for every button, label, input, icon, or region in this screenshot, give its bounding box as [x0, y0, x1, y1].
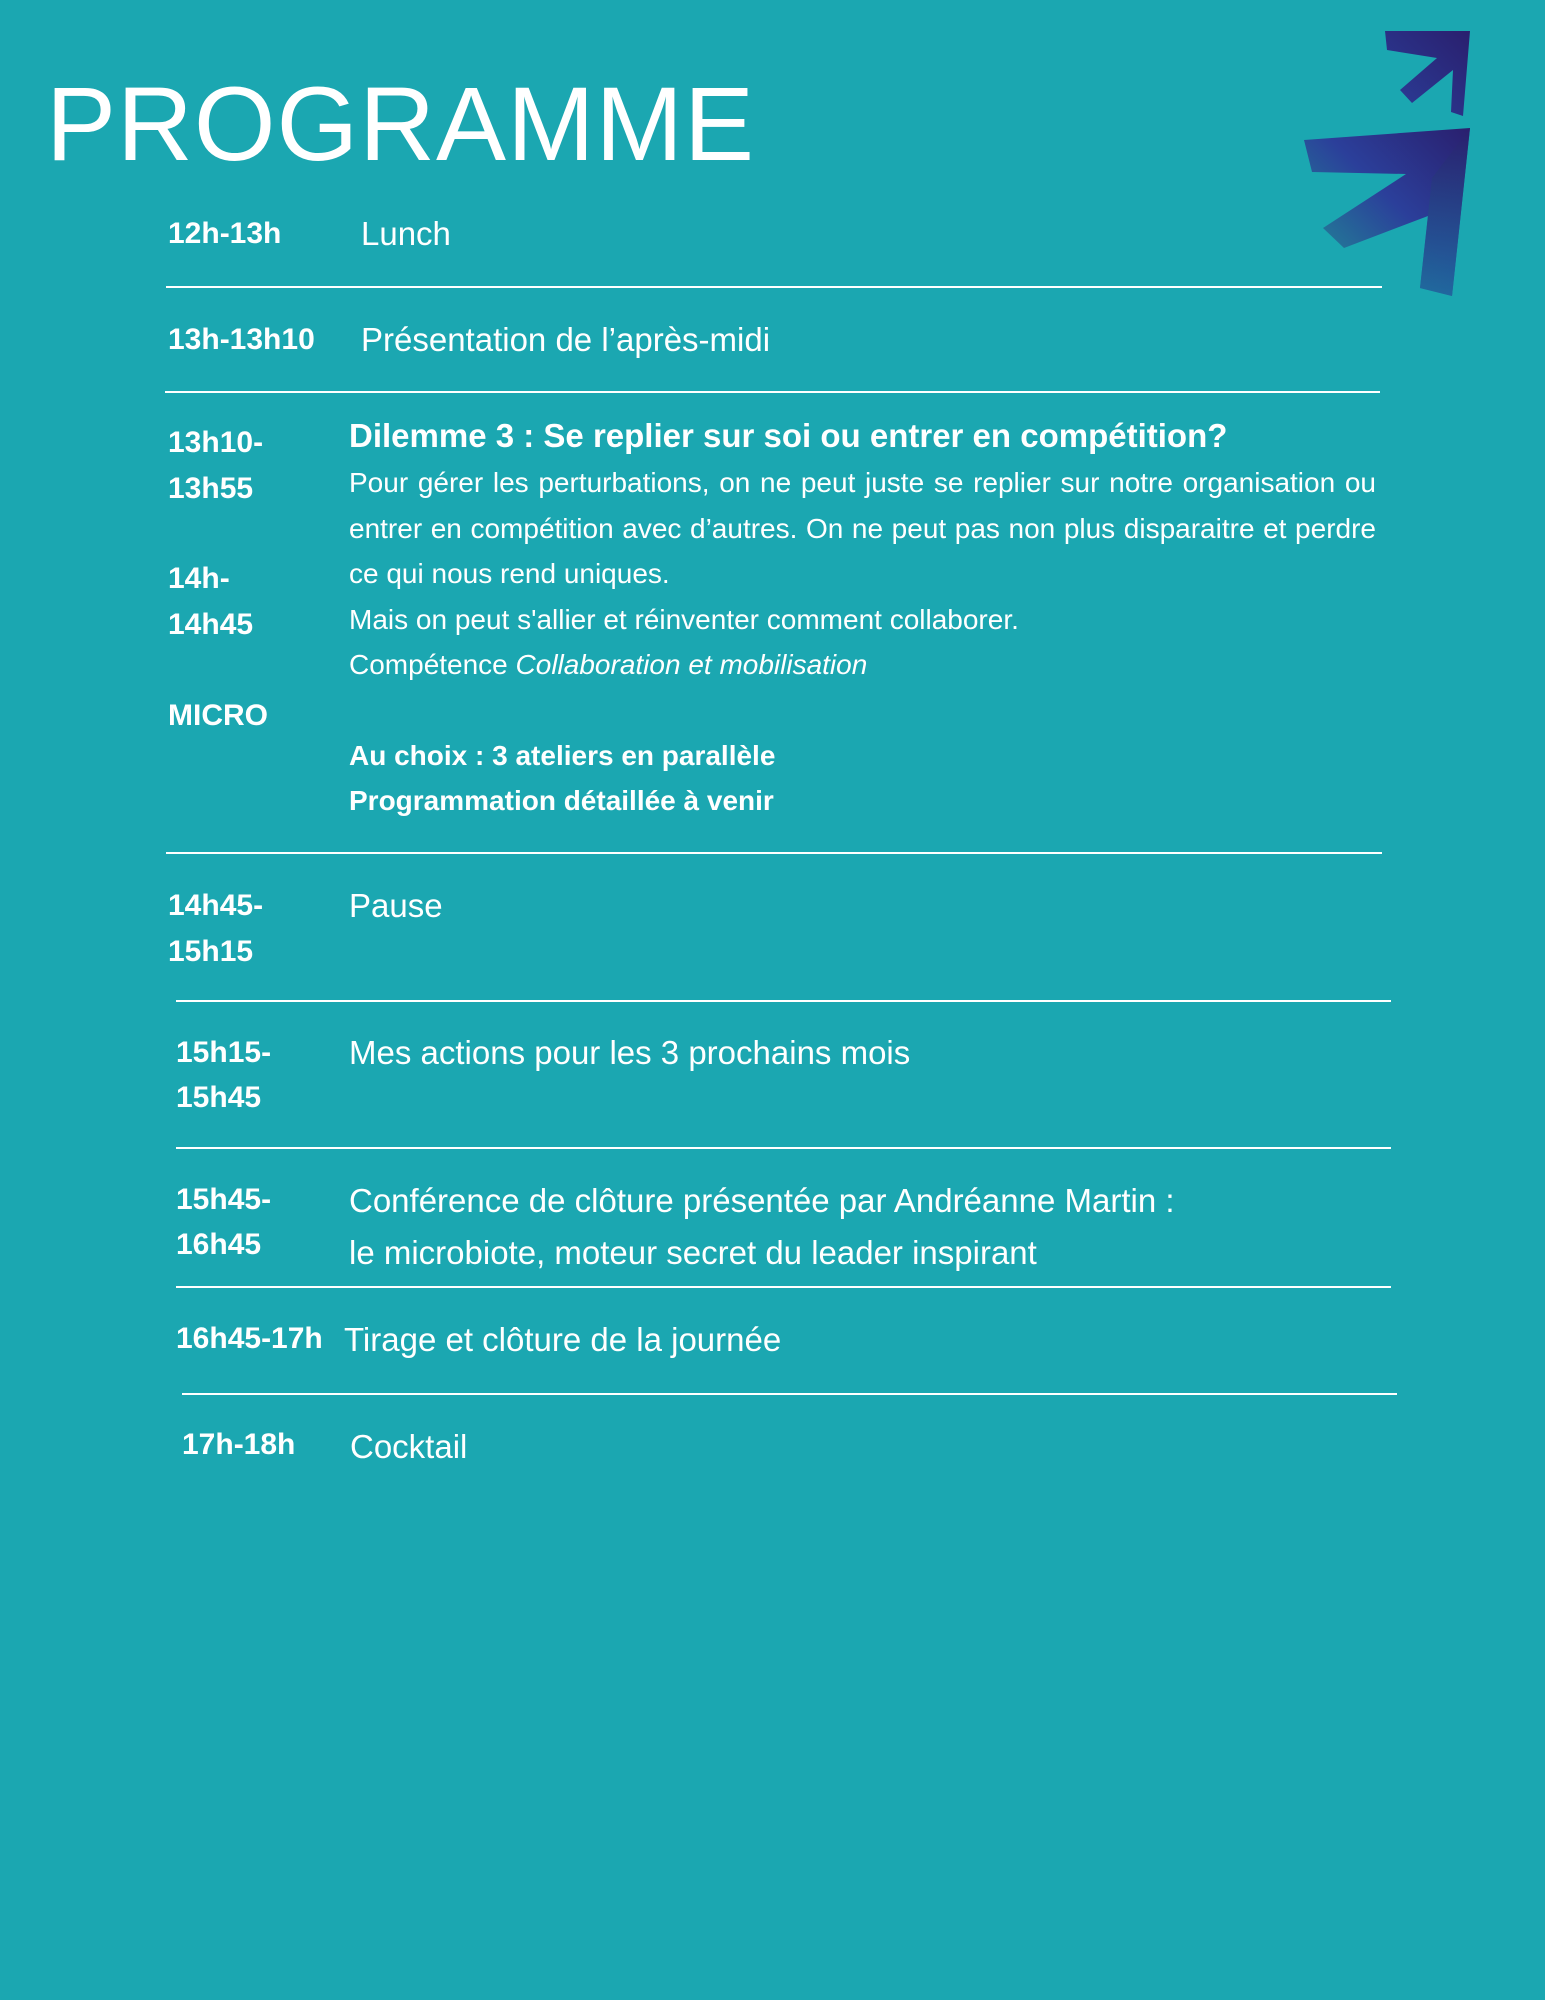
time-slot: 15h45- [176, 1183, 272, 1216]
page-title: PROGRAMME [46, 66, 756, 183]
choice-note: Au choix : 3 ateliers en parallèle [349, 739, 776, 771]
detail-note: Programmation détaillée à venir [349, 785, 774, 816]
competence-value: Collaboration et mobilisation [515, 649, 868, 680]
divider [182, 1393, 1397, 1395]
time-slot: 13h-13h10 [168, 323, 315, 356]
time-slot: 16h45-17h [176, 1322, 323, 1355]
time-slot: 15h15- [176, 1036, 272, 1069]
time-slot: 17h-18h [182, 1428, 296, 1461]
divider [176, 1147, 1391, 1149]
dilemma-title: Dilemme 3 : Se replier sur soi ou entrer en compétition? [349, 417, 1228, 454]
divider [165, 391, 1380, 393]
activity-label: Conférence de clôture présentée par Andréanne Martin : [349, 1182, 1175, 1219]
divider [176, 1000, 1391, 1002]
divider [166, 852, 1382, 854]
activity-label: Pause [349, 887, 443, 924]
time-slot: 14h45 [168, 608, 254, 641]
activity-label: Mes actions pour les 3 prochains mois [349, 1034, 911, 1071]
activity-label: Lunch [361, 215, 451, 252]
dilemma-line: Mais on peut s'allier et réinventer comment collaborer. [349, 603, 1019, 635]
competence-label: Compétence [349, 649, 508, 680]
time-slot: 13h10- [168, 426, 264, 459]
time-slot: 14h45- [168, 889, 264, 922]
time-slot: 14h- [168, 562, 230, 595]
dilemma-description: Pour gérer les perturbations, on ne peut juste se replier sur notre organisation ou entrer en compétition avec d’autres. On ne peut pas non plus disparaitre et perdre ce qui nous rend uniques. [349, 467, 1376, 589]
dilemma-block [349, 412, 1376, 824]
divider [176, 1286, 1391, 1288]
divider [166, 286, 1382, 288]
activity-label: Cocktail [350, 1428, 468, 1465]
time-slot: 16h45 [176, 1228, 262, 1261]
activity-label: Présentation de l’après-midi [361, 321, 771, 358]
activity-label: Tirage et clôture de la journée [344, 1321, 782, 1358]
time-slot: 15h15 [168, 935, 254, 968]
competence-line [349, 642, 1376, 688]
activity-label: le microbiote, moteur secret du leader inspirant [349, 1234, 1037, 1271]
time-slot: 12h-13h [168, 217, 282, 250]
format-label: MICRO [168, 699, 268, 732]
time-slot: 15h45 [176, 1081, 262, 1114]
time-slot: 13h55 [168, 472, 254, 505]
arrow-logo-icon [1300, 28, 1480, 300]
